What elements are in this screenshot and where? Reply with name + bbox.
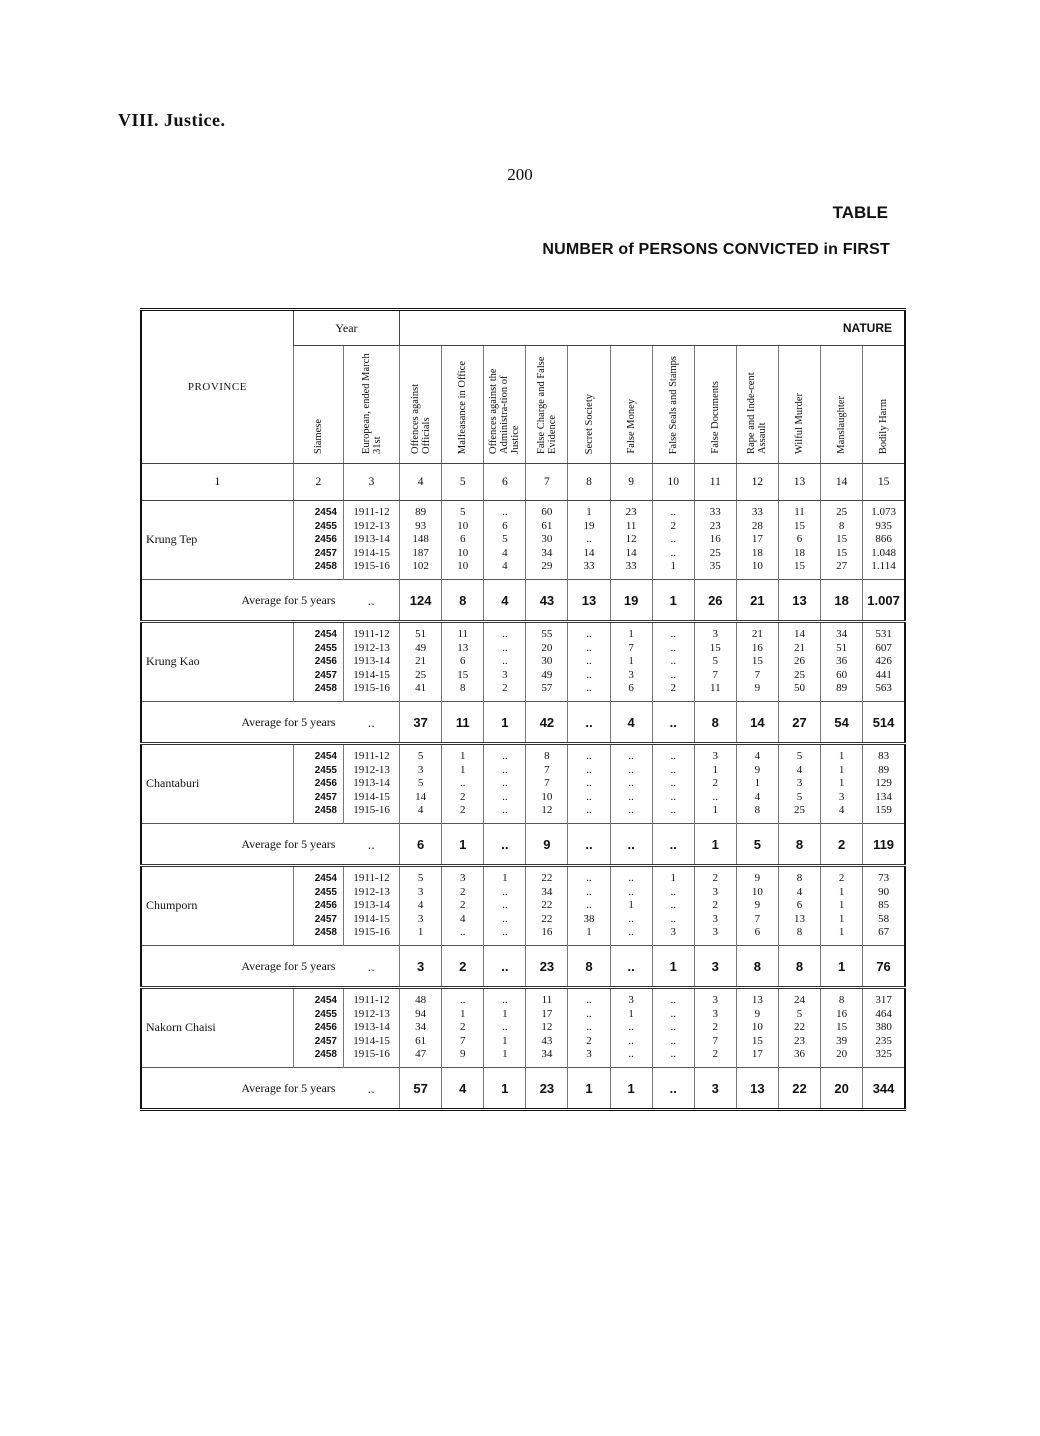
value-cell: 14 21 26 25 50 xyxy=(778,622,820,702)
siamese-year-header: Siamese xyxy=(293,346,343,464)
col-header-malfeasance: Malfeasance in Office xyxy=(442,346,484,464)
col-header-false-documents: False Documents xyxy=(694,346,736,464)
value-cell: 3 3 2 7 2 xyxy=(694,988,736,1068)
average-label: Average for 5 years xyxy=(141,1068,343,1110)
average-year-dots: .. xyxy=(343,702,399,744)
average-value: 20 xyxy=(821,1068,863,1110)
value-cell: 11 17 12 43 34 xyxy=(526,988,568,1068)
province-name: Chantaburi xyxy=(146,776,200,791)
average-value: 119 xyxy=(863,824,905,866)
average-value: 1 xyxy=(610,1068,652,1110)
average-value: 1 xyxy=(652,580,694,622)
column-number: 6 xyxy=(484,464,526,501)
table-label: TABLE xyxy=(832,203,888,222)
average-value: 21 xyxy=(736,580,778,622)
value-cell: 33 23 16 25 35 xyxy=(694,501,736,580)
average-value: 13 xyxy=(778,580,820,622)
average-year-dots: .. xyxy=(343,1068,399,1110)
average-label: Average for 5 years xyxy=(141,824,343,866)
average-value: 1 xyxy=(484,1068,526,1110)
average-value: 26 xyxy=(694,580,736,622)
average-year-dots: .. xyxy=(343,580,399,622)
col-header-false-seals: False Seals and Stamps xyxy=(652,346,694,464)
col-header-administration-justice: Offences against the Administra-tion of Justice xyxy=(484,346,526,464)
value-cell: 2 3 2 3 3 xyxy=(694,866,736,946)
province-name: Nakorn Chaisi xyxy=(146,1020,216,1035)
column-number: 7 xyxy=(526,464,568,501)
value-cell: .. .. .. .. 2 xyxy=(652,622,694,702)
column-number: 15 xyxy=(863,464,905,501)
value-cell: 60 61 30 34 29 xyxy=(526,501,568,580)
average-value: .. xyxy=(568,702,610,744)
european-year-header: European, ended March 31st xyxy=(343,346,399,464)
european-years-cell: 1911-12 1912-13 1913-14 1914-15 1915-16 xyxy=(343,866,399,946)
column-number-row xyxy=(141,464,905,501)
value-cell: .. .. .. .. .. xyxy=(610,744,652,824)
value-cell: 34 51 36 60 89 xyxy=(821,622,863,702)
average-row xyxy=(141,580,905,622)
average-value: 57 xyxy=(400,1068,442,1110)
value-cell: 5 4 3 5 25 xyxy=(778,744,820,824)
column-number: 14 xyxy=(821,464,863,501)
average-value: 14 xyxy=(736,702,778,744)
average-value: 1 xyxy=(484,702,526,744)
column-number: 13 xyxy=(778,464,820,501)
average-value: 4 xyxy=(484,580,526,622)
value-cell: 1 1 .. 2 2 xyxy=(442,744,484,824)
average-value: 3 xyxy=(694,946,736,988)
province-name: Chumporn xyxy=(146,898,198,913)
value-cell: .. 1 .. 1 1 xyxy=(484,988,526,1068)
average-label: Average for 5 years xyxy=(141,702,343,744)
column-number: 9 xyxy=(610,464,652,501)
average-value: .. xyxy=(652,824,694,866)
value-cell: 33 28 17 18 10 xyxy=(736,501,778,580)
value-cell: 48 94 34 61 47 xyxy=(400,988,442,1068)
average-value: 8 xyxy=(736,946,778,988)
average-value: 8 xyxy=(568,946,610,988)
province-block xyxy=(141,866,905,946)
value-cell: 3 15 5 7 11 xyxy=(694,622,736,702)
nature-header: NATURE xyxy=(400,310,905,346)
value-cell: 3 1 .. .. .. xyxy=(610,988,652,1068)
average-value: 23 xyxy=(526,1068,568,1110)
value-cell: .. .. .. .. .. xyxy=(652,744,694,824)
value-cell: 2 1 1 1 1 xyxy=(821,866,863,946)
european-years-cell: 1911-12 1912-13 1913-14 1914-15 1915-16 xyxy=(343,501,399,580)
value-cell: 1.073 935 866 1.048 1.114 xyxy=(863,501,905,580)
value-cell: .. .. .. .. .. xyxy=(568,622,610,702)
column-number: 3 xyxy=(343,464,399,501)
average-value: 2 xyxy=(442,946,484,988)
value-cell: 8 7 7 10 12 xyxy=(526,744,568,824)
average-value: 1 xyxy=(652,946,694,988)
col-header-bodily-harm: Bodily Harm xyxy=(863,346,905,464)
siamese-years-cell: 2454 2455 2456 2457 2458 xyxy=(293,744,343,824)
average-value: 42 xyxy=(526,702,568,744)
value-cell: 23 11 12 14 33 xyxy=(610,501,652,580)
siamese-years-cell: 2454 2455 2456 2457 2458 xyxy=(293,866,343,946)
average-value: .. xyxy=(484,824,526,866)
average-value: 4 xyxy=(610,702,652,744)
column-number: 2 xyxy=(293,464,343,501)
column-number: 5 xyxy=(442,464,484,501)
page-number: 200 xyxy=(507,165,533,184)
siamese-years-cell: 2454 2455 2456 2457 2458 xyxy=(293,501,343,580)
value-cell: 13 9 10 15 17 xyxy=(736,988,778,1068)
average-value: 3 xyxy=(694,1068,736,1110)
european-years-cell: 1911-12 1912-13 1913-14 1914-15 1915-16 xyxy=(343,622,399,702)
average-value: 8 xyxy=(694,702,736,744)
col-header-secret-society: Secret Society xyxy=(568,346,610,464)
average-value: 8 xyxy=(442,580,484,622)
value-cell: 11 15 6 18 15 xyxy=(778,501,820,580)
col-header-offences-officials: Offences against Officials xyxy=(400,346,442,464)
column-number: 8 xyxy=(568,464,610,501)
average-value: 11 xyxy=(442,702,484,744)
value-cell: .. 2 .. .. 1 xyxy=(652,501,694,580)
section-heading: VIII. Justice. xyxy=(118,110,226,130)
value-cell: 51 49 21 25 41 xyxy=(400,622,442,702)
european-years-cell: 1911-12 1912-13 1913-14 1914-15 1915-16 xyxy=(343,744,399,824)
table-title: NUMBER of PERSONS CONVICTED in FIRST xyxy=(542,241,890,258)
value-cell: 5 3 4 3 1 xyxy=(400,866,442,946)
table-body xyxy=(141,501,905,1110)
value-cell: 11 13 6 15 8 xyxy=(442,622,484,702)
col-header-false-money: False Money xyxy=(610,346,652,464)
average-value: 1 xyxy=(442,824,484,866)
value-cell: 1 .. .. .. .. xyxy=(484,866,526,946)
value-cell: 5 10 6 10 10 xyxy=(442,501,484,580)
average-value: 13 xyxy=(568,580,610,622)
year-header: Year xyxy=(293,310,399,346)
value-cell: 9 10 9 7 6 xyxy=(736,866,778,946)
value-cell: 21 16 15 7 9 xyxy=(736,622,778,702)
average-value: 4 xyxy=(442,1068,484,1110)
value-cell: 89 93 148 187 102 xyxy=(400,501,442,580)
siamese-years-cell: 2454 2455 2456 2457 2458 xyxy=(293,988,343,1068)
average-value: 514 xyxy=(863,702,905,744)
average-year-dots: .. xyxy=(343,824,399,866)
value-cell: 3 2 2 4 .. xyxy=(442,866,484,946)
value-cell: 8 4 6 13 8 xyxy=(778,866,820,946)
value-cell: .. .. .. 38 1 xyxy=(568,866,610,946)
province-block xyxy=(141,988,905,1068)
value-cell: 531 607 426 441 563 xyxy=(863,622,905,702)
average-value: .. xyxy=(610,824,652,866)
col-header-wilful-murder: Wilful Murder xyxy=(778,346,820,464)
column-number: 4 xyxy=(400,464,442,501)
value-cell: 8 16 15 39 20 xyxy=(821,988,863,1068)
value-cell: .. .. .. 3 2 xyxy=(484,622,526,702)
column-number: 10 xyxy=(652,464,694,501)
average-value: 2 xyxy=(821,824,863,866)
value-cell: 24 5 22 23 36 xyxy=(778,988,820,1068)
average-row xyxy=(141,1068,905,1110)
average-row xyxy=(141,824,905,866)
value-cell: 1 .. .. .. 3 xyxy=(652,866,694,946)
province-header: PROVINCE xyxy=(141,310,293,464)
column-number: 11 xyxy=(694,464,736,501)
value-cell: 25 8 15 15 27 xyxy=(821,501,863,580)
value-cell: .. .. 1 .. .. xyxy=(610,866,652,946)
average-value: .. xyxy=(484,946,526,988)
value-cell: 317 464 380 235 325 xyxy=(863,988,905,1068)
province-name: Krung Tep xyxy=(146,532,198,547)
average-value: .. xyxy=(652,1068,694,1110)
col-header-false-charge: False Charge and False Evidence xyxy=(526,346,568,464)
average-value: 37 xyxy=(400,702,442,744)
col-header-rape-assault: Rape and Inde-cent Assault xyxy=(736,346,778,464)
european-years-cell: 1911-12 1912-13 1913-14 1914-15 1915-16 xyxy=(343,988,399,1068)
average-value: 23 xyxy=(526,946,568,988)
column-number: 1 xyxy=(141,464,293,501)
average-value: 124 xyxy=(400,580,442,622)
average-row xyxy=(141,946,905,988)
value-cell: .. .. .. .. .. xyxy=(484,744,526,824)
average-value: 1 xyxy=(694,824,736,866)
average-value: .. xyxy=(610,946,652,988)
value-cell: .. 1 2 7 9 xyxy=(442,988,484,1068)
province-block xyxy=(141,501,905,580)
province-name: Krung Kao xyxy=(146,654,200,669)
average-value: 1 xyxy=(568,1068,610,1110)
average-value: 3 xyxy=(400,946,442,988)
value-cell: 1 19 .. 14 33 xyxy=(568,501,610,580)
average-value: 344 xyxy=(863,1068,905,1110)
siamese-years-cell: 2454 2455 2456 2457 2458 xyxy=(293,622,343,702)
average-value: 22 xyxy=(778,1068,820,1110)
value-cell: 1 7 1 3 6 xyxy=(610,622,652,702)
average-value: 18 xyxy=(821,580,863,622)
average-value: 13 xyxy=(736,1068,778,1110)
average-value: 6 xyxy=(400,824,442,866)
column-number: 12 xyxy=(736,464,778,501)
average-label: Average for 5 years xyxy=(141,580,343,622)
value-cell: .. .. .. 2 3 xyxy=(568,988,610,1068)
value-cell: .. .. .. .. .. xyxy=(652,988,694,1068)
average-value: 5 xyxy=(736,824,778,866)
average-value: 8 xyxy=(778,824,820,866)
average-value: 1 xyxy=(821,946,863,988)
average-value: 43 xyxy=(526,580,568,622)
average-value: 1.007 xyxy=(863,580,905,622)
average-value: 8 xyxy=(778,946,820,988)
average-value: .. xyxy=(652,702,694,744)
average-value: 9 xyxy=(526,824,568,866)
value-cell: 5 3 5 14 4 xyxy=(400,744,442,824)
value-cell: 4 9 1 4 8 xyxy=(736,744,778,824)
average-value: .. xyxy=(568,824,610,866)
value-cell: 83 89 129 134 159 xyxy=(863,744,905,824)
average-value: 76 xyxy=(863,946,905,988)
average-value: 54 xyxy=(821,702,863,744)
value-cell: .. .. .. .. .. xyxy=(568,744,610,824)
average-row xyxy=(141,702,905,744)
value-cell: 22 34 22 22 16 xyxy=(526,866,568,946)
value-cell: 3 1 2 .. 1 xyxy=(694,744,736,824)
average-value: 19 xyxy=(610,580,652,622)
convictions-table xyxy=(140,308,906,1111)
province-block xyxy=(141,744,905,824)
province-block xyxy=(141,622,905,702)
value-cell: .. 6 5 4 4 xyxy=(484,501,526,580)
value-cell: 1 1 1 3 4 xyxy=(821,744,863,824)
value-cell: 55 20 30 49 57 xyxy=(526,622,568,702)
average-label: Average for 5 years xyxy=(141,946,343,988)
col-header-manslaughter: Manslaughter xyxy=(821,346,863,464)
average-value: 27 xyxy=(778,702,820,744)
average-year-dots: .. xyxy=(343,946,399,988)
value-cell: 73 90 85 58 67 xyxy=(863,866,905,946)
